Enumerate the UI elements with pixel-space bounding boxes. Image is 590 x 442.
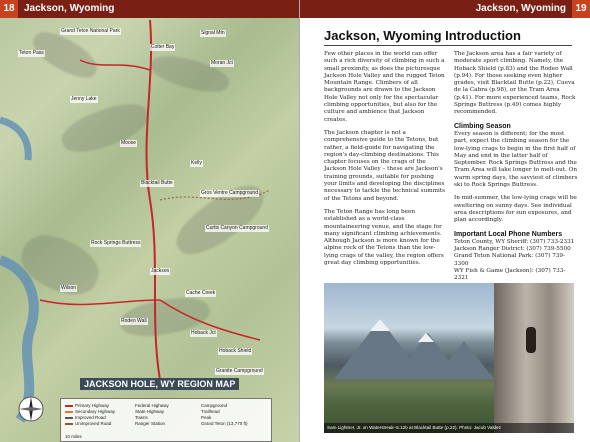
legend-entry: Federal Highway	[135, 403, 169, 408]
legend-entry: Ranger Station	[135, 421, 166, 426]
legend-entry: Towns	[135, 415, 148, 420]
text-column-2	[454, 51, 578, 283]
map-label: Rodeo Wall	[121, 318, 147, 324]
highway-26	[80, 60, 150, 70]
legend-entry: Primary Highway	[65, 403, 115, 409]
title-rule	[324, 45, 572, 46]
phone-numbers-heading: Important Local Phone Numbers	[454, 230, 563, 238]
legend-column	[201, 403, 247, 427]
paragraph: Every season is different; for the most part, expect the climbing season for the low-lying crags to begin in the first half of May and end in the latter half of September. Rock Springs Buttress and the Tram Area will take longer to melt-out. On warm spring days, the savviest of climbers ski to Rock Springs Buttress.	[454, 130, 578, 189]
paragraph: The Jackson chapter is not a comprehensive guide to the Tetons, but rather, a field-guide for navigating the region's day-climbing destinations. This chapter focuses on the crags of the Jackson Hole Valley – these are Jackson's training grounds, suitable for pushing your limits and developing the disciplines necessary to tackle the technical summits of the Tetons and beyond.	[324, 129, 446, 202]
map-label: Moran Jct	[211, 60, 233, 66]
map-label: Granite Campground	[216, 368, 263, 374]
map-label: Grand Teton National Park	[61, 28, 120, 34]
map-scale: 10 miles	[65, 434, 82, 439]
legend-entry: Secondary Highway	[65, 409, 115, 415]
map-label: Kelly	[191, 160, 202, 166]
climbing-photo	[324, 283, 574, 433]
paragraph: Few other places in the world can offer such a rich diversity of climbing in such a small proximity, as does the picturesque Jackson Hole Valley and the rugged Teton Mountain Range. Climbers of all backgrounds are drawn to the Jackson Hole Valley not only for the spectacular climbing opportunities, but also for the culture and ambience that Jackson creates.	[324, 51, 445, 123]
snow-cap	[418, 333, 434, 342]
legend-entry: Improved Road	[65, 415, 115, 421]
map-label: Gros Ventre Campground	[201, 190, 258, 196]
legend-entry: Grand Teton (13,770 ft)	[201, 421, 248, 426]
map-label: Signal Mtn	[201, 30, 225, 36]
legend-column	[65, 403, 115, 427]
right-page-number: 19	[572, 0, 590, 18]
compass-rose-icon	[18, 396, 44, 422]
photo-caption: Sam Lightner, Jr. on Waterstreak–5.12b at Blacktail Butte (p.22). Photo: Jacob Valdez	[324, 423, 574, 433]
legend-column	[135, 403, 169, 427]
map-label: Rock Springs Buttress	[91, 240, 141, 246]
left-page-number: 18	[0, 0, 18, 18]
legend-entry: Campground	[201, 403, 228, 408]
page-title: Jackson, Wyoming Introduction	[324, 28, 521, 43]
right-page-header	[300, 0, 590, 18]
lake-jackson	[0, 120, 28, 160]
map-label: Jackson	[151, 268, 170, 274]
map-label: Colter Bay	[151, 44, 175, 50]
snow-cap	[370, 319, 390, 331]
legend-entry: Trailhead	[201, 409, 220, 414]
phone-line: Grand Teton National Park: (307) 739-3300	[454, 253, 565, 267]
map-label: Wilson	[61, 285, 77, 291]
climber-figure	[526, 327, 536, 353]
map-label: Jenny Lake	[71, 96, 97, 102]
highway-22	[40, 300, 160, 304]
rock-face	[494, 283, 574, 433]
phone-line: WY Fish & Game (Jackson): (307) 733-2321	[454, 268, 566, 282]
climbing-season-heading: Climbing Season	[454, 122, 511, 130]
legend-entry: Unimproved Road	[65, 421, 115, 427]
phone-line: Teton County, WY Sheriff: (307) 733-2331	[454, 238, 575, 245]
paragraph: In mid-summer, the low-lying crags will be sweltering on sunny days. See individual area descriptions for sun exposures, and plan accordingly.	[454, 195, 577, 224]
map-label: Teton Pass	[19, 50, 44, 56]
map-label: Cache Creek	[186, 290, 216, 296]
map-label: Hoback Shield	[219, 348, 252, 354]
legend-entry: Peak	[201, 415, 212, 420]
highway-89	[146, 20, 160, 380]
paragraph: The Jackson area has a fair variety of moderate sport climbing. Namely, the Hoback Shield (p.83) and the Rodeo Wall (p.94). For those seeking even higher grades, visit Blacktail Butte (p.22), Cueva de la Cabra (p.98), or the Tram Area (p.41). For more experienced teams, Rock Springs Buttress (p.49) comes highly recommended.	[454, 51, 576, 116]
map-title: JACKSON HOLE, WY REGION MAP	[80, 378, 239, 390]
right-running-title: Jackson, Wyoming	[475, 3, 566, 14]
map-label: Hoback Jct	[191, 330, 216, 336]
map-label: Curtis Canyon Campground	[206, 225, 268, 231]
legend-entry: State Highway	[135, 409, 165, 414]
left-page-header	[0, 0, 300, 18]
paragraph: The Teton Range has long been established as a world-class mountaineering venue, and the stage for many significant climbing achievements. Although Jackson is more known for the alpine rock of the Tetons than the low-lying crags of the valley, the region offers great day climbing opportunities.	[324, 208, 444, 267]
map-legend	[60, 398, 272, 442]
left-running-title: Jackson, Wyoming	[24, 3, 115, 14]
map-label: Moose	[121, 140, 137, 146]
text-column-1	[324, 51, 446, 273]
map-label: Blacktail Butte	[141, 180, 173, 186]
intro-page	[300, 0, 590, 442]
mountain-shape	[434, 341, 494, 379]
phone-line: Jackson Ranger District: (307) 739-5500	[454, 246, 571, 253]
